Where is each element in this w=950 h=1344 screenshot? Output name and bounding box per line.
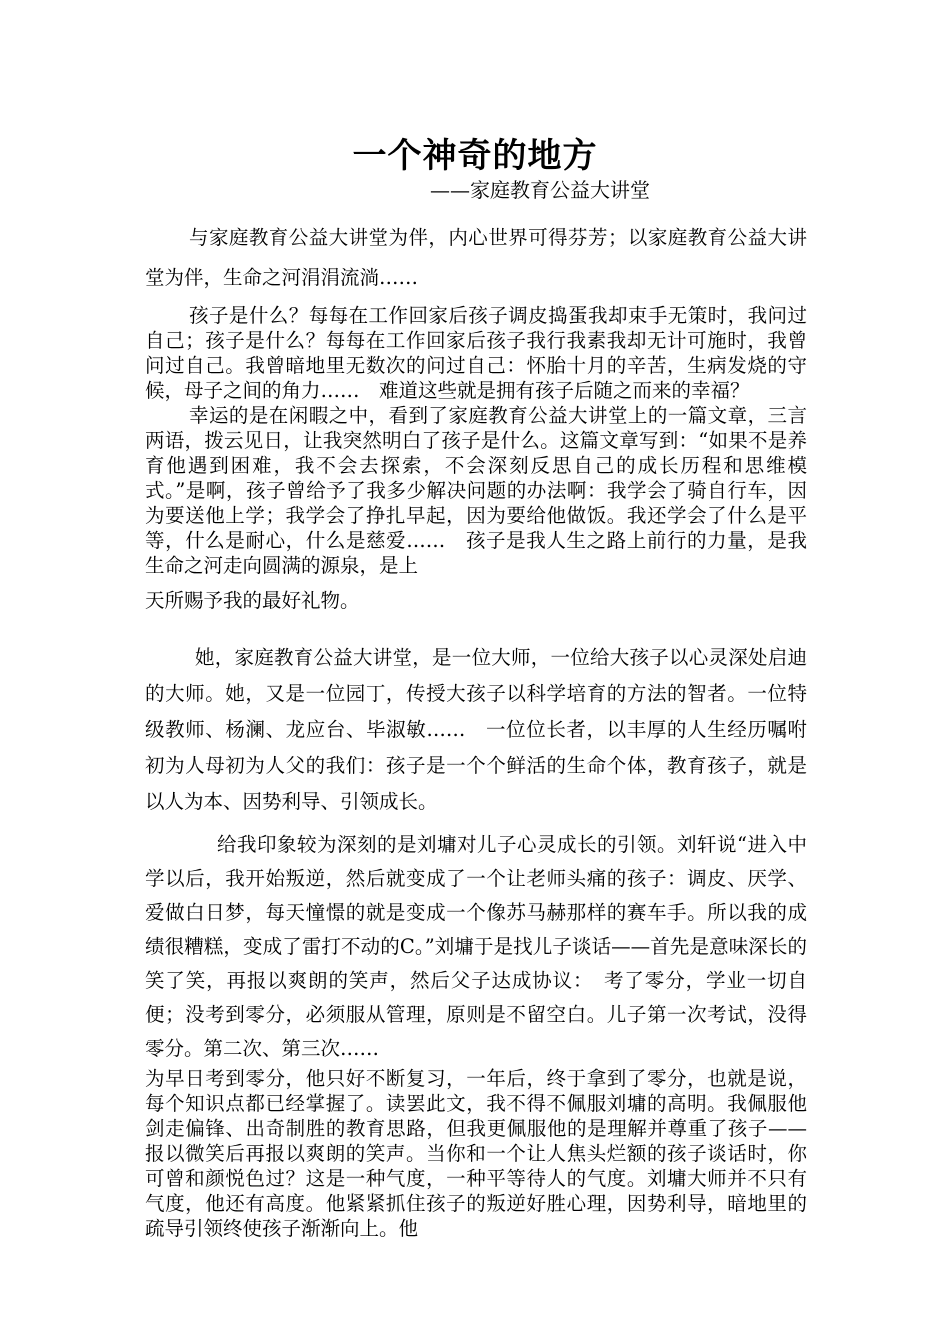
paragraph-intro: 与家庭教育公益大讲堂为伴，内心世界可得芬芳；以家庭教育公益大讲堂为伴，生命之河涓涓流淌……: [145, 226, 807, 289]
paragraph-lucky-tail: 天所赐予我的最好礼物。: [145, 589, 360, 612]
paragraph-lucky-main: 幸运的是在闲暇之中，看到了家庭教育公益大讲堂上的一篇文章，三言两语，拨云见日，让我突然明白了孩子是什么。这篇文章写到：“如果不是养育他遇到困难，我不会去探索，不会深刻反思自己的成长历程和思维模式。”是啊，孩子曾给予了我多少解决问题的办法啊：我学会了骑自行车，因为要送他上学；我学会了挣扎早起，因为要给他做饭。我还学会了什么是平等，什么是耐心，什么是慈爱…… 孩子是我人生之路上前行的力量，是我生命之河走向圆满的源泉，是上: [145, 404, 807, 577]
document-subtitle: ——家庭教育公益大讲堂: [430, 178, 650, 202]
paragraph-what-is-child: 孩子是什么？每每在工作回家后孩子调皮捣蛋我却束手无策时，我问过自己；孩子是什么？每每在工作回家后孩子我行我素我却无计可施时，我曾问过自己。我曾暗地里无数次的问过自己：怀胎十月的辛苦，生病发烧的守候，母子之间的角力…… 难道这些就是拥有孩子后随之而来的幸福？: [145, 304, 807, 402]
document-body: [145, 218, 807, 1241]
paragraph-zero-score: 为早日考到零分，他只好不断复习，一年后，终于拿到了零分，也就是说，每个知识点都已经掌握了。读罢此文，我不得不佩服刘墉的高明。我佩服他剑走偏锋、出奇制胜的教育思路，但我更佩服他的是理解并尊重了孩子——报以微笑后再报以爽朗的笑声。当你和一个让人焦头烂额的孩子谈话时，你可曾和颜悦色过？这是一种气度，一种平等待人的气度。刘墉大师并不只有气度，他还有高度。他紧紧抓住孩子的叛逆好胜心理，因势利导，暗地里的疏导引领终使孩子渐渐向上。他: [145, 1067, 807, 1240]
paragraph-lucky: [145, 403, 807, 624]
document-title: 一个神奇的地方: [352, 136, 598, 176]
paragraph-master: 她，家庭教育公益大讲堂，是一位大师，一位给大孩子以心灵深处启迪的大师。她，又是一位园丁，传授大孩子以科学培育的方法的智者。一位特级教师、杨澜、龙应台、毕淑敏…… 一位位长者，以丰厚的人生经历嘱咐初为人母初为人父的我们：孩子是一个个鲜活的生命个体，教育孩子，就是以人为本、因势利导、引领成长。: [145, 646, 807, 813]
paragraph-liu-yong: 给我印象较为深刻的是刘墉对儿子心灵成长的引领。刘轩说“进入中学以后，我开始叛逆，然后就变成了一个让老师头痛的孩子：调皮、厌学、爱做白日梦，每天憧憬的就是变成一个像苏马赫那样的赛车手。所以我的成绩很糟糕，变成了雷打不动的C。”刘墉于是找儿子谈话——首先是意味深长的笑了笑，再报以爽朗的笑声，然后父子达成协议： 考了零分，学业一切自便；没考到零分，必须服从管理，原则是不留空白。儿子第一次考试，没得零分。第二次、第三次……: [145, 833, 807, 1060]
